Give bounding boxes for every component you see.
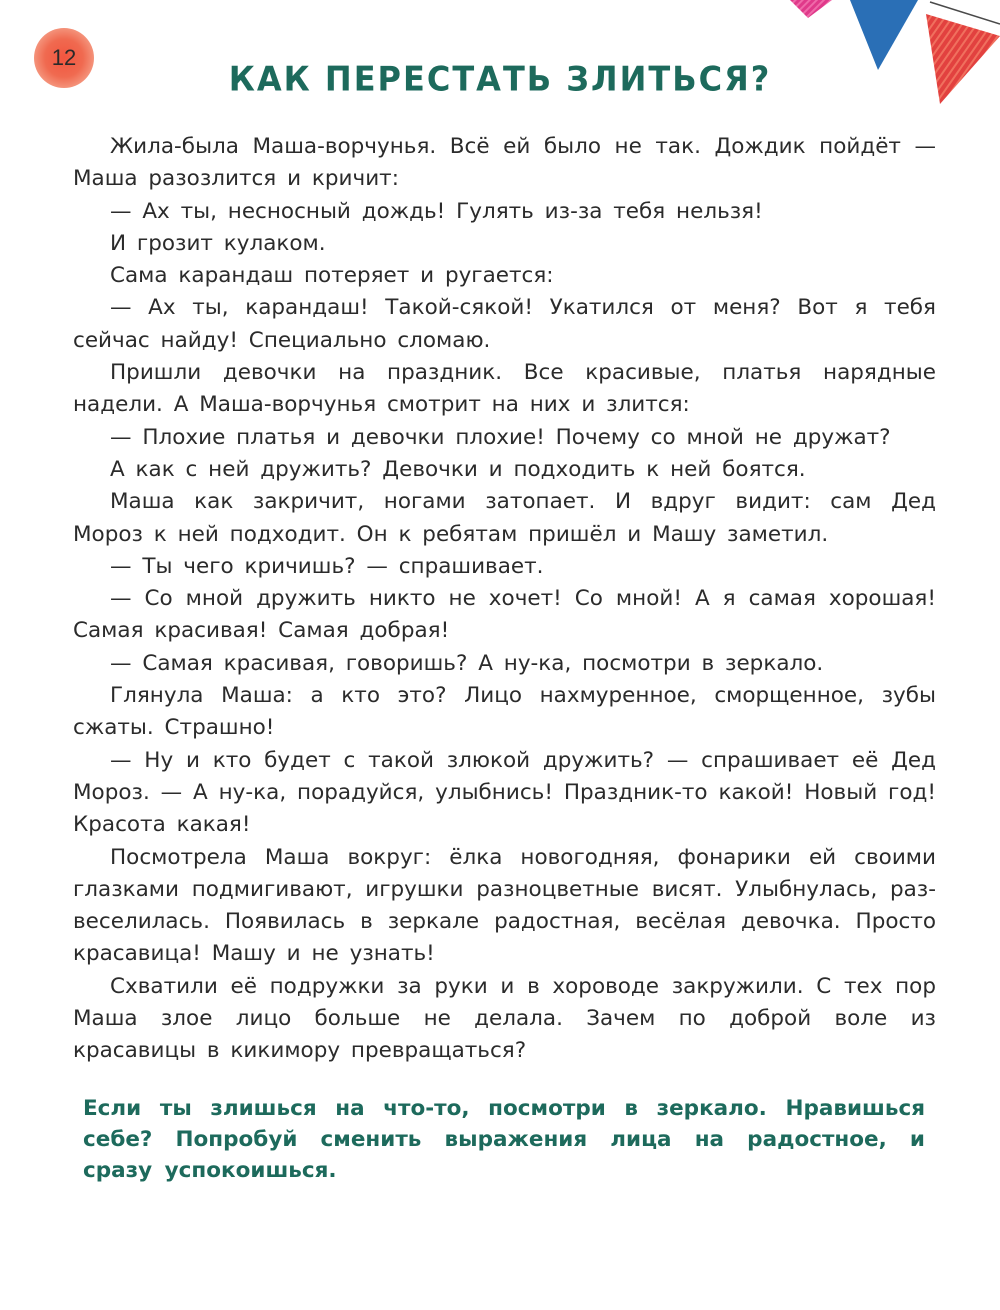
story-paragraph: А как с ней дружить? Девочки и подходить к ней боятся. xyxy=(110,456,806,482)
advice-text: Если ты злишься на что-то, посмотри в зеркало. Нравишься себе? Попробуй сменить выражения лица на радостное, и сразу успокоишься. xyxy=(83,1096,925,1183)
story-text xyxy=(73,131,936,1068)
page-number: 12 xyxy=(51,45,77,70)
story-paragraph: Посмотрела Маша вокруг: ёлка новогодняя, фонарики ей своими глазками подмигивают, игрушки разноцветные висят. Улыбнулась, развеселилась. Появилась в зеркале радостная, весёлая девочка. Просто красавица! Машу и не узнать! xyxy=(73,844,936,967)
advice-box xyxy=(83,1093,925,1186)
story-paragraph: Глянула Маша: а кто это? Лицо нахмуренное, сморщенное, зубы сжаты. Страшно! xyxy=(73,683,936,741)
story-paragraph: Пришли девочки на праздник. Все красивые, платья нарядные надели. А Маша-ворчунья смотрит на них и злится: xyxy=(73,360,936,418)
story-paragraph: Схватили её подружки за руки и в хороводе закружили. С тех пор Маша злое лицо больше не делала. Зачем по доброй воле из красавицы в кикимору превращаться? xyxy=(73,973,936,1064)
story-paragraph: — Со мной дружить никто не хочет! Со мной! А я самая хорошая! Самая красивая! Самая добрая! xyxy=(73,586,936,644)
story-paragraph: — Ах ты, карандаш! Такой-сякой! Укатился от меня? Вот я тебя сейчас найду! Специально сломаю. xyxy=(73,295,936,353)
pink-flag-icon xyxy=(790,0,832,18)
story-paragraph: — Ты чего кричишь? — спрашивает. xyxy=(110,553,544,579)
story-paragraph: Сама карандаш потеряет и ругается: xyxy=(110,263,554,289)
story-paragraph: — Ну и кто будет с такой злюкой дружить? — спрашивает её Дед Мороз. — А ну-ка, порадуйся, улыбнись! Праздник-то какой! Новый год! Красота какая! xyxy=(73,747,936,838)
story-paragraph: — Ах ты, несносный дождь! Гулять из-за тебя нельзя! xyxy=(110,198,763,224)
story-paragraph: Маша как закричит, ногами затопает. И вдруг видит: сам Дед Мороз к ней подходит. Он к ребятам пришёл и Машу заметил. xyxy=(73,489,936,547)
story-paragraph: — Самая красивая, говоришь? А ну-ка, посмотри в зеркало. xyxy=(110,650,824,676)
story-paragraph: — Плохие платья и девочки плохие! Почему со мной не дружат? xyxy=(110,424,891,450)
page-title: КАК ПЕРЕСТАТЬ ЗЛИТЬСЯ? xyxy=(228,59,772,99)
story-paragraph: И грозит кулаком. xyxy=(110,230,326,256)
story-paragraph: Жила-была Маша-ворчунья. Всё ей было не так. Дождик пойдёт — Маша разозлится и кричит: xyxy=(73,134,936,192)
